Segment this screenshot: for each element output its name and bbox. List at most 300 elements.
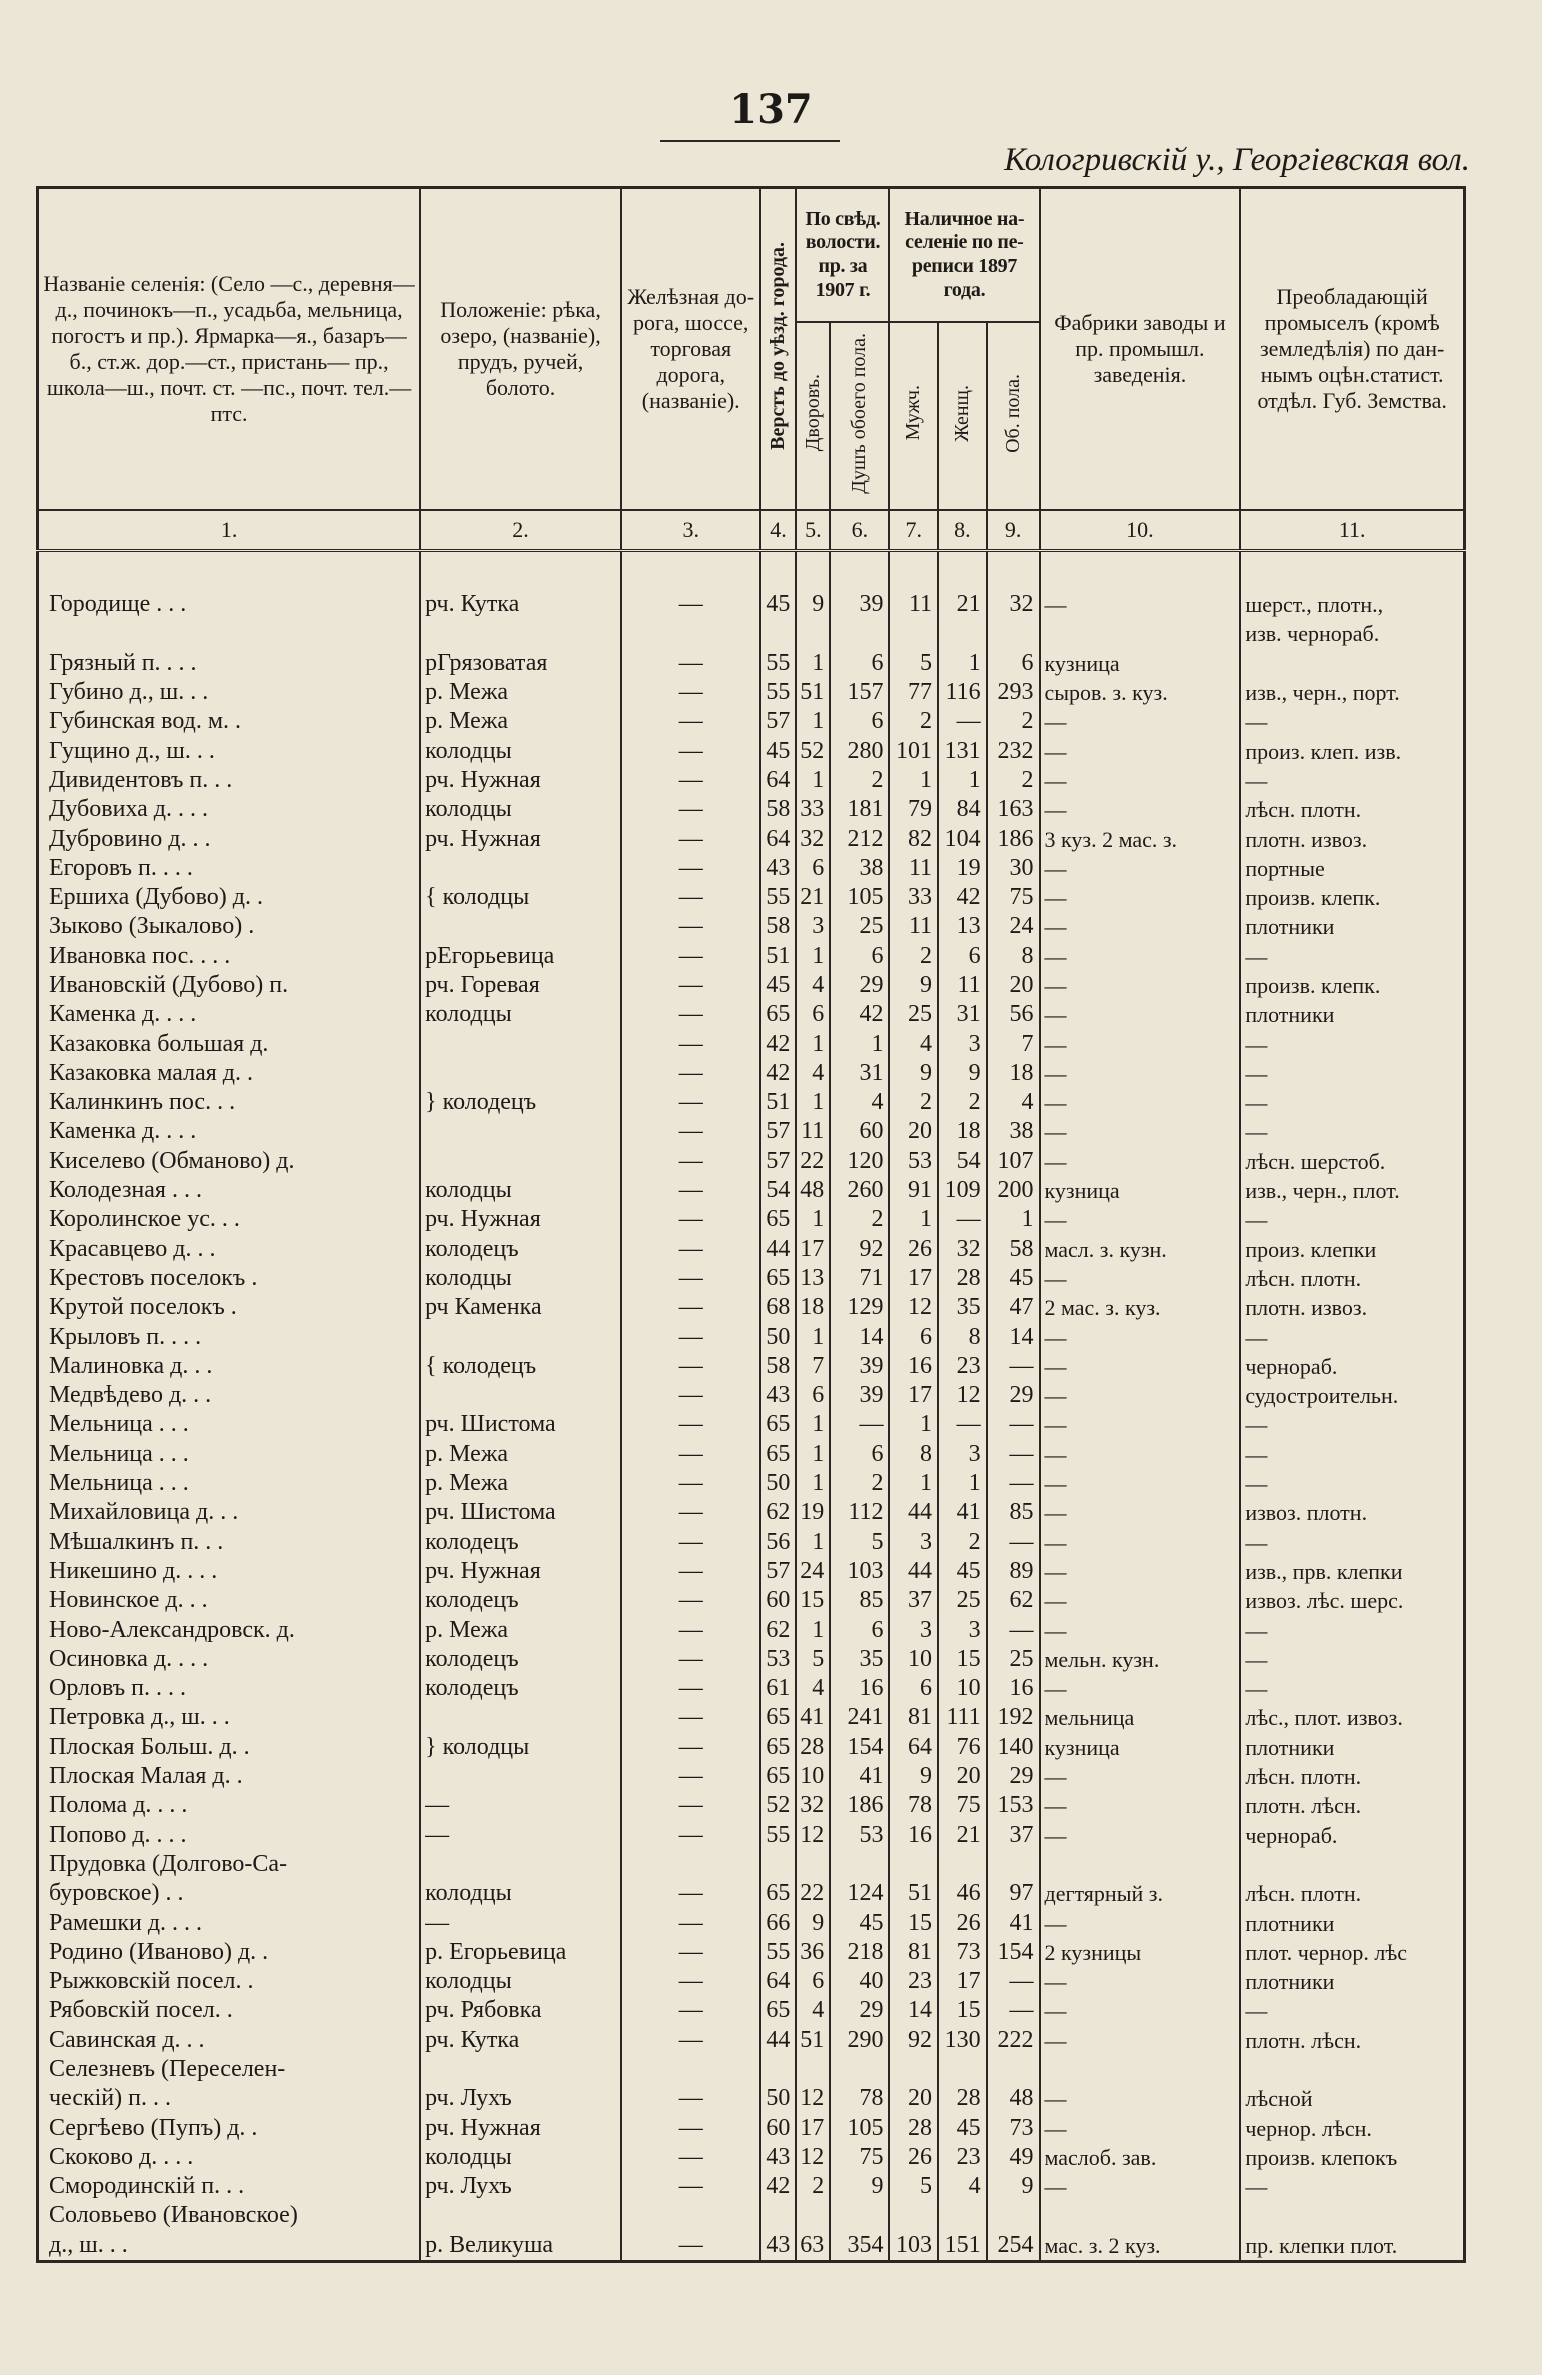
road-cell: — <box>621 971 761 1000</box>
factories-cell: — <box>1040 766 1241 795</box>
male-count-cell: 8 <box>889 1440 938 1469</box>
location-cell <box>420 619 621 648</box>
location-cell: — <box>420 1820 621 1849</box>
road-cell: — <box>621 1381 761 1410</box>
trade-cell: — <box>1240 1615 1464 1644</box>
location-cell: колодцы <box>420 2143 621 2172</box>
factories-cell: мельн. кузн. <box>1040 1645 1241 1674</box>
total-count-cell: 32 <box>987 590 1040 619</box>
households-cell: 19 <box>796 1498 830 1527</box>
distance-cell: 65 <box>760 1000 796 1029</box>
factories-cell <box>1040 1850 1241 1879</box>
factories-cell: — <box>1040 736 1241 765</box>
total-count-cell: 186 <box>987 824 1040 853</box>
road-cell: — <box>621 1088 761 1117</box>
souls-cell: 41 <box>830 1762 889 1791</box>
male-count-cell: 44 <box>889 1557 938 1586</box>
factories-cell: — <box>1040 942 1241 971</box>
total-count-cell: 25 <box>987 1645 1040 1674</box>
settlement-name-cell: Зыково (Зыкалово) . <box>38 912 421 941</box>
settlement-name-cell: Ново-Александровск. д. <box>38 1615 421 1644</box>
trade-cell: извоз. лѣс. шерс. <box>1240 1586 1464 1615</box>
header-factories: Фабрики заводы и пр. промышл. заведенія. <box>1040 188 1241 511</box>
souls-cell <box>830 2201 889 2230</box>
trade-cell: — <box>1240 766 1464 795</box>
table-row <box>38 1674 1465 1703</box>
total-count-cell: 232 <box>987 736 1040 765</box>
trade-cell: портные <box>1240 854 1464 883</box>
households-cell: 1 <box>796 1615 830 1644</box>
male-count-cell: 82 <box>889 824 938 853</box>
trade-cell: — <box>1240 1469 1464 1498</box>
souls-cell: 1 <box>830 1029 889 1058</box>
table-row <box>38 1205 1465 1234</box>
distance-cell: 53 <box>760 1645 796 1674</box>
road-cell: — <box>621 1117 761 1146</box>
factories-cell: — <box>1040 1762 1241 1791</box>
table-row <box>38 1000 1465 1029</box>
souls-cell: 6 <box>830 649 889 678</box>
location-cell <box>420 1703 621 1732</box>
settlement-name-cell: ческій) п. . . <box>38 2084 421 2113</box>
settlement-name-cell: Городище . . . <box>38 590 421 619</box>
households-cell: 28 <box>796 1733 830 1762</box>
female-count-cell: 76 <box>938 1733 987 1762</box>
male-count-cell: 11 <box>889 854 938 883</box>
total-count-cell: 49 <box>987 2143 1040 2172</box>
distance-cell: 42 <box>760 1059 796 1088</box>
header-census-group: Наличное населеніе по переписи 1897 года. <box>889 188 1039 323</box>
location-cell: { колодцы <box>420 883 621 912</box>
total-count-cell: 58 <box>987 1235 1040 1264</box>
header-trade: Преобладающій промыселъ (кромѣ земледѣлія) по даннымъ оцѣн.статист. отдѣл. Губ. Земства. <box>1240 188 1464 511</box>
location-cell: рГрязоватая <box>420 649 621 678</box>
trade-cell: произв. клепк. <box>1240 883 1464 912</box>
female-count-cell: 35 <box>938 1293 987 1322</box>
road-cell: — <box>621 824 761 853</box>
households-cell: 1 <box>796 707 830 736</box>
road-cell: — <box>621 736 761 765</box>
male-count-cell: 2 <box>889 707 938 736</box>
total-count-cell: 47 <box>987 1293 1040 1322</box>
female-count-cell: 75 <box>938 1791 987 1820</box>
factories-cell: — <box>1040 1791 1241 1820</box>
total-count-cell: — <box>987 1410 1040 1439</box>
male-count-cell: 9 <box>889 971 938 1000</box>
male-count-cell: 44 <box>889 1498 938 1527</box>
female-count-cell: 1 <box>938 766 987 795</box>
households-cell: 9 <box>796 590 830 619</box>
factories-cell: масл. з. кузн. <box>1040 1235 1241 1264</box>
road-cell <box>621 1850 761 1879</box>
trade-cell: чернораб. <box>1240 1352 1464 1381</box>
souls-cell: 241 <box>830 1703 889 1732</box>
road-cell: — <box>621 1176 761 1205</box>
table-row <box>38 1645 1465 1674</box>
households-cell: 36 <box>796 1938 830 1967</box>
trade-cell: плотники <box>1240 1908 1464 1937</box>
souls-cell: 5 <box>830 1528 889 1557</box>
location-cell: рч. Нужная <box>420 766 621 795</box>
factories-cell: дегтярный з. <box>1040 1879 1241 1908</box>
trade-cell: — <box>1240 1410 1464 1439</box>
road-cell: — <box>621 1674 761 1703</box>
households-cell: 51 <box>796 2026 830 2055</box>
road-cell: — <box>621 854 761 883</box>
settlement-name-cell: Ивановскій (Дубово) п. <box>38 971 421 1000</box>
distance-cell: 51 <box>760 942 796 971</box>
female-count-cell: 73 <box>938 1938 987 1967</box>
settlement-name-cell: Малиновка д. . . <box>38 1352 421 1381</box>
female-count-cell: 11 <box>938 971 987 1000</box>
total-count-cell: — <box>987 1615 1040 1644</box>
column-number: 8. <box>938 510 987 551</box>
souls-cell: 4 <box>830 1088 889 1117</box>
location-cell <box>420 1381 621 1410</box>
souls-cell: 35 <box>830 1645 889 1674</box>
male-count-cell <box>889 2055 938 2084</box>
settlement-name-cell: Крыловъ п. . . . <box>38 1322 421 1351</box>
distance-cell: 54 <box>760 1176 796 1205</box>
households-cell: 21 <box>796 883 830 912</box>
distance-cell: 43 <box>760 2143 796 2172</box>
souls-cell: 6 <box>830 707 889 736</box>
souls-cell: 112 <box>830 1498 889 1527</box>
settlement-name-cell: Губино д., ш. . . <box>38 678 421 707</box>
table-row <box>38 2084 1465 2113</box>
trade-cell: — <box>1240 942 1464 971</box>
settlement-name-cell: Прудовка (Долгово-Са- <box>38 1850 421 1879</box>
factories-cell: — <box>1040 1586 1241 1615</box>
settlement-name-cell: Красавцево д. . . <box>38 1235 421 1264</box>
distance-cell: 65 <box>760 1264 796 1293</box>
souls-cell: 6 <box>830 1440 889 1469</box>
households-cell: 7 <box>796 1352 830 1381</box>
table-row <box>38 1850 1465 1879</box>
factories-cell: маслоб. зав. <box>1040 2143 1241 2172</box>
trade-cell: — <box>1240 707 1464 736</box>
location-cell: р. Межа <box>420 1469 621 1498</box>
female-count-cell: 21 <box>938 1820 987 1849</box>
souls-cell: 103 <box>830 1557 889 1586</box>
trade-cell: плотн. лѣсн. <box>1240 2026 1464 2055</box>
page-number: 137 <box>729 86 813 133</box>
factories-cell: — <box>1040 883 1241 912</box>
distance-cell: 64 <box>760 766 796 795</box>
households-cell <box>796 2201 830 2230</box>
female-count-cell: 46 <box>938 1879 987 1908</box>
table-row <box>38 942 1465 971</box>
settlement-register-table <box>36 186 1466 2263</box>
households-cell: 12 <box>796 1820 830 1849</box>
souls-cell: 16 <box>830 1674 889 1703</box>
table-row <box>38 2055 1465 2084</box>
table-row <box>38 1967 1465 1996</box>
road-cell: — <box>621 1440 761 1469</box>
trade-cell: чернор. лѣсн. <box>1240 2113 1464 2142</box>
households-cell: 1 <box>796 649 830 678</box>
souls-cell: 53 <box>830 1820 889 1849</box>
distance-cell: 58 <box>760 912 796 941</box>
spacer-row <box>38 551 1465 591</box>
table-row <box>38 1410 1465 1439</box>
distance-cell: 55 <box>760 883 796 912</box>
location-cell: рч. Лухъ <box>420 2172 621 2201</box>
settlement-name-cell: Ивановка пос. . . . <box>38 942 421 971</box>
location-cell: р. Егорьевица <box>420 1938 621 1967</box>
total-count-cell: 24 <box>987 912 1040 941</box>
settlement-name-cell: буровское) . . <box>38 1879 421 1908</box>
table-row <box>38 1322 1465 1351</box>
table-row <box>38 824 1465 853</box>
souls-cell: 92 <box>830 1235 889 1264</box>
households-cell: 4 <box>796 1059 830 1088</box>
location-cell: колодцы <box>420 1000 621 1029</box>
trade-cell: плотники <box>1240 1000 1464 1029</box>
total-count-cell: 222 <box>987 2026 1040 2055</box>
trade-cell: изв. чернораб. <box>1240 619 1464 648</box>
road-cell: — <box>621 2231 761 2262</box>
column-number: 9. <box>987 510 1040 551</box>
location-cell: р. Межа <box>420 1615 621 1644</box>
souls-cell: 280 <box>830 736 889 765</box>
settlement-name-cell: Крутой поселокъ . <box>38 1293 421 1322</box>
total-count-cell: 75 <box>987 883 1040 912</box>
male-count-cell: 37 <box>889 1586 938 1615</box>
settlement-name-cell: Мельница . . . <box>38 1469 421 1498</box>
road-cell: — <box>621 1528 761 1557</box>
trade-cell: — <box>1240 1088 1464 1117</box>
total-count-cell: 4 <box>987 1088 1040 1117</box>
road-cell: — <box>621 678 761 707</box>
total-count-cell: — <box>987 1469 1040 1498</box>
factories-cell: — <box>1040 2026 1241 2055</box>
souls-cell: 85 <box>830 1586 889 1615</box>
female-count-cell: 104 <box>938 824 987 853</box>
total-count-cell: 20 <box>987 971 1040 1000</box>
header-female: Женщ. <box>950 384 973 442</box>
male-count-cell: 1 <box>889 1205 938 1234</box>
location-cell: рч. Нужная <box>420 824 621 853</box>
location-cell: — <box>420 1908 621 1937</box>
total-count-cell: 154 <box>987 1938 1040 1967</box>
households-cell: 1 <box>796 1088 830 1117</box>
souls-cell: 218 <box>830 1938 889 1967</box>
road-cell: — <box>621 1059 761 1088</box>
factories-cell: 3 куз. 2 мас. з. <box>1040 824 1241 853</box>
souls-cell: 105 <box>830 2113 889 2142</box>
souls-cell: 29 <box>830 1996 889 2025</box>
households-cell: 9 <box>796 1908 830 1937</box>
factories-cell: — <box>1040 1557 1241 1586</box>
households-cell: 32 <box>796 1791 830 1820</box>
total-count-cell: 18 <box>987 1059 1040 1088</box>
total-count-cell: 56 <box>987 1000 1040 1029</box>
distance-cell: 65 <box>760 1703 796 1732</box>
total-count-cell: 6 <box>987 649 1040 678</box>
table-row <box>38 1733 1465 1762</box>
distance-cell: 61 <box>760 1674 796 1703</box>
households-cell: 22 <box>796 1879 830 1908</box>
distance-cell: 57 <box>760 1557 796 1586</box>
distance-cell: 64 <box>760 1967 796 1996</box>
households-cell: 10 <box>796 1762 830 1791</box>
trade-cell: произ. клепки <box>1240 1235 1464 1264</box>
road-cell: — <box>621 2113 761 2142</box>
distance-cell: 64 <box>760 824 796 853</box>
road-cell: — <box>621 1938 761 1967</box>
location-cell: рЕгорьевица <box>420 942 621 971</box>
distance-cell <box>760 1850 796 1879</box>
trade-cell <box>1240 1850 1464 1879</box>
table-row <box>38 1381 1465 1410</box>
road-cell: — <box>621 1000 761 1029</box>
total-count-cell <box>987 2055 1040 2084</box>
trade-cell: судостроительн. <box>1240 1381 1464 1410</box>
trade-cell: — <box>1240 1117 1464 1146</box>
total-count-cell: 37 <box>987 1820 1040 1849</box>
distance-cell: 65 <box>760 1879 796 1908</box>
households-cell: 18 <box>796 1293 830 1322</box>
settlement-name-cell: Плоская Малая д. . <box>38 1762 421 1791</box>
column-number: 3. <box>621 510 761 551</box>
female-count-cell: 8 <box>938 1322 987 1351</box>
female-count-cell: 18 <box>938 1117 987 1146</box>
souls-cell: 14 <box>830 1322 889 1351</box>
trade-cell: плотн. извоз. <box>1240 824 1464 853</box>
distance-cell: 43 <box>760 2231 796 2262</box>
distance-cell: 55 <box>760 649 796 678</box>
souls-cell: 212 <box>830 824 889 853</box>
female-count-cell: 42 <box>938 883 987 912</box>
distance-cell: 60 <box>760 2113 796 2142</box>
factories-cell: мельница <box>1040 1703 1241 1732</box>
settlement-name-cell: Каменка д. . . . <box>38 1000 421 1029</box>
souls-cell: 60 <box>830 1117 889 1146</box>
road-cell: — <box>621 1996 761 2025</box>
households-cell: 1 <box>796 1440 830 1469</box>
road-cell: — <box>621 1235 761 1264</box>
header-volost-group: По свѣд. волости. пр. за 1907 г. <box>796 188 889 323</box>
location-cell <box>420 854 621 883</box>
male-count-cell: 78 <box>889 1791 938 1820</box>
male-count-cell: 2 <box>889 1088 938 1117</box>
households-cell: 4 <box>796 1996 830 2025</box>
location-cell: рч. Лухъ <box>420 2084 621 2113</box>
distance-cell <box>760 619 796 648</box>
souls-cell: 40 <box>830 1967 889 1996</box>
female-count-cell: 116 <box>938 678 987 707</box>
table-row <box>38 1176 1465 1205</box>
distance-cell: 60 <box>760 1586 796 1615</box>
road-cell: — <box>621 707 761 736</box>
settlement-name-cell: Сергѣево (Пупъ) д. . <box>38 2113 421 2142</box>
location-cell: рч. Рябовка <box>420 1996 621 2025</box>
settlement-name-cell: Петровка д., ш. . . <box>38 1703 421 1732</box>
households-cell: 48 <box>796 1176 830 1205</box>
distance-cell: 65 <box>760 1996 796 2025</box>
female-count-cell: 25 <box>938 1586 987 1615</box>
female-count-cell: 111 <box>938 1703 987 1732</box>
location-cell: колодцы <box>420 1176 621 1205</box>
factories-cell: — <box>1040 2084 1241 2113</box>
settlement-name-cell: Киселево (Обманово) д. <box>38 1147 421 1176</box>
settlement-name-cell: Гущино д., ш. . . <box>38 736 421 765</box>
female-count-cell <box>938 619 987 648</box>
trade-cell: лѣсн. плотн. <box>1240 795 1464 824</box>
female-count-cell: 54 <box>938 1147 987 1176</box>
male-count-cell: 81 <box>889 1703 938 1732</box>
female-count-cell: 17 <box>938 1967 987 1996</box>
factories-cell: — <box>1040 1059 1241 1088</box>
location-cell: р. Межа <box>420 678 621 707</box>
page-number-rule <box>660 140 840 142</box>
header-total: Об. пола. <box>1001 373 1024 453</box>
male-count-cell: 6 <box>889 1322 938 1351</box>
road-cell: — <box>621 2172 761 2201</box>
road-cell: — <box>621 1352 761 1381</box>
households-cell <box>796 1850 830 1879</box>
households-cell: 11 <box>796 1117 830 1146</box>
road-cell: — <box>621 1762 761 1791</box>
table-row <box>38 1996 1465 2025</box>
households-cell: 6 <box>796 1967 830 1996</box>
factories-cell <box>1040 2055 1241 2084</box>
table-row <box>38 1498 1465 1527</box>
factories-cell: — <box>1040 2113 1241 2142</box>
road-cell: — <box>621 1557 761 1586</box>
factories-cell: — <box>1040 854 1241 883</box>
households-cell: 1 <box>796 1205 830 1234</box>
table-row <box>38 1029 1465 1058</box>
male-count-cell: 51 <box>889 1879 938 1908</box>
households-cell: 17 <box>796 1235 830 1264</box>
table-row <box>38 1586 1465 1615</box>
male-count-cell: 3 <box>889 1615 938 1644</box>
souls-cell: 6 <box>830 942 889 971</box>
road-cell <box>621 2055 761 2084</box>
settlement-name-cell: Осиновка д. . . . <box>38 1645 421 1674</box>
female-count-cell: — <box>938 1410 987 1439</box>
factories-cell: — <box>1040 1908 1241 1937</box>
female-count-cell: 1 <box>938 649 987 678</box>
total-count-cell: 97 <box>987 1879 1040 1908</box>
distance-cell: 44 <box>760 2026 796 2055</box>
souls-cell: — <box>830 1410 889 1439</box>
settlement-name-cell: Полома д. . . . <box>38 1791 421 1820</box>
location-cell: рч Каменка <box>420 1293 621 1322</box>
road-cell: — <box>621 1205 761 1234</box>
table-row <box>38 2201 1465 2230</box>
table-row <box>38 736 1465 765</box>
settlement-name-cell: Михайловица д. . . <box>38 1498 421 1527</box>
total-count-cell: — <box>987 1967 1040 1996</box>
road-cell: — <box>621 1469 761 1498</box>
total-count-cell: 2 <box>987 707 1040 736</box>
factories-cell <box>1040 619 1241 648</box>
settlement-name-cell: Медвѣдево д. . . <box>38 1381 421 1410</box>
male-count-cell: 20 <box>889 1117 938 1146</box>
settlement-name-cell: Калинкинъ пос. . . <box>38 1088 421 1117</box>
location-cell: } колодецъ <box>420 1088 621 1117</box>
road-cell: — <box>621 1029 761 1058</box>
trade-cell: произв. клепк. <box>1240 971 1464 1000</box>
total-count-cell: 9 <box>987 2172 1040 2201</box>
souls-cell: 45 <box>830 1908 889 1937</box>
households-cell: 17 <box>796 2113 830 2142</box>
trade-cell <box>1240 2055 1464 2084</box>
female-count-cell: 15 <box>938 1645 987 1674</box>
